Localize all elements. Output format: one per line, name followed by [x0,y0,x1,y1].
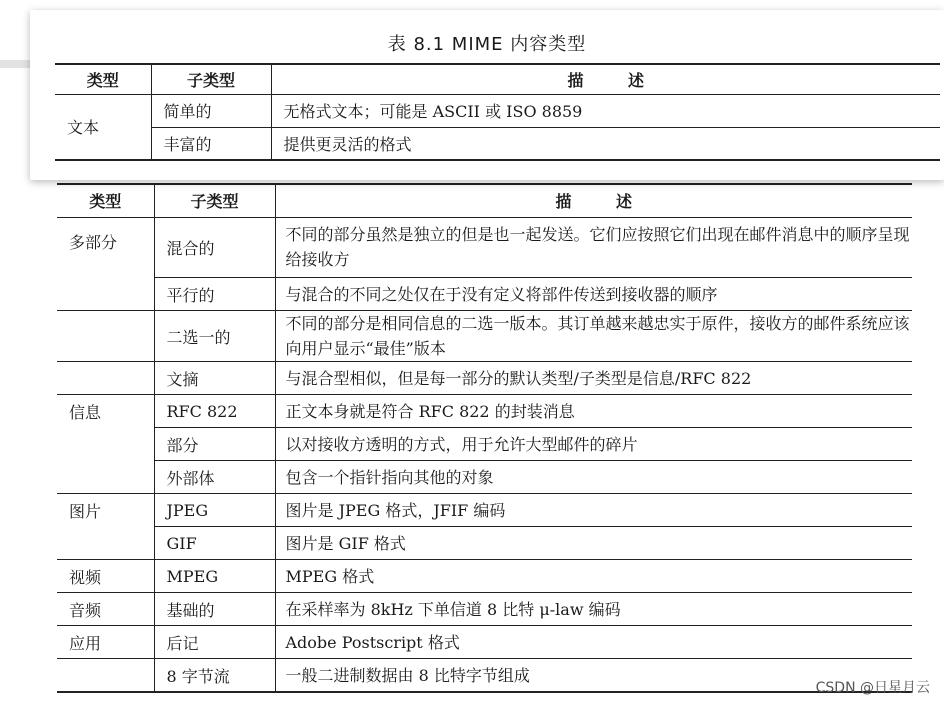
table-row [57,395,912,428]
subtype-cell: 混合的 [154,217,275,278]
table-row [57,560,912,593]
desc-cell: 与混合型相似，但是每一部分的默认类型/子类型是信息/RFC 822 [275,362,912,395]
desc-cell: 不同的部分是相同信息的二选一版本。其订单越来越忠实于原件，接收方的邮件系统应该向用户显示“最佳”版本 [275,311,912,362]
header-desc: 描 述 [275,184,912,217]
table-row [57,593,912,626]
table-row [55,127,940,160]
type-cell: 文本 [67,118,100,138]
subtype-cell: RFC 822 [154,395,275,428]
table-row [55,94,940,127]
table-row [57,494,912,527]
header-desc: 描 述 [271,64,940,94]
desc-cell: Adobe Postscript 格式 [275,626,912,659]
header-type: 类型 [57,184,154,217]
type-cell: 信息 [69,402,102,422]
type-cell [57,278,154,311]
table-row [57,428,912,461]
desc-cell: 不同的部分虽然是独立的但是也一起发送。它们应按照它们出现在邮件消息中的顺序呈现给接收方 [275,217,912,278]
desc-cell: MPEG 格式 [275,560,912,593]
type-cell: 视频 [57,560,154,593]
table-row [57,217,912,278]
table-row [57,278,912,311]
desc-cell: 图片是 JPEG 格式，JFIF 编码 [275,494,912,527]
table-row [57,527,912,560]
header-subtype: 子类型 [154,184,275,217]
header-row [57,184,912,217]
subtype-cell: 丰富的 [151,127,271,160]
table-row [57,362,912,395]
table-row [57,626,912,659]
background-bar [0,60,30,68]
subtype-cell: 文摘 [154,362,275,395]
table-caption: 表 8.1 MIME 内容类型 [387,34,587,55]
desc-cell: 一般二进制数据由 8 比特字节组成 [275,659,912,693]
preview-popup [30,10,944,180]
subtype-cell: 平行的 [154,278,275,311]
header-type: 类型 [55,64,151,94]
subtype-cell: 二选一的 [154,311,275,362]
desc-cell: 提供更灵活的格式 [271,127,940,160]
header-subtype: 子类型 [151,64,271,94]
type-cell [57,527,154,560]
subtype-cell: 8 字节流 [154,659,275,693]
type-cell: 音频 [57,593,154,626]
desc-cell: 在采样率为 8kHz 下单信道 8 比特 μ-law 编码 [275,593,912,626]
type-cell: 应用 [57,626,154,659]
type-cell: 图片 [69,501,102,521]
type-cell [57,311,154,362]
type-cell: 多部分 [69,232,118,252]
watermark: CSDN @日星月云 [815,680,930,696]
desc-cell: 正文本身就是符合 RFC 822 的封装消息 [275,395,912,428]
subtype-cell: 后记 [154,626,275,659]
table-row [57,311,912,362]
popup-table [55,63,940,161]
desc-cell: 包含一个指针指向其他的对象 [275,461,912,494]
desc-cell: 以对接收方透明的方式，用于允许大型邮件的碎片 [275,428,912,461]
table-row [57,461,912,494]
subtype-cell: 简单的 [151,94,271,127]
popup-header-row [55,64,940,94]
table-row [57,659,912,693]
subtype-cell: JPEG [154,494,275,527]
mime-table [57,183,912,693]
subtype-cell: 外部体 [154,461,275,494]
subtype-cell: GIF [154,527,275,560]
subtype-cell: 部分 [154,428,275,461]
subtype-cell: MPEG [154,560,275,593]
type-cell [57,362,154,395]
subtype-cell: 基础的 [154,593,275,626]
desc-cell: 与混合的不同之处仅在于没有定义将部件传送到接收器的顺序 [275,278,912,311]
desc-cell: 无格式文本；可能是 ASCII 或 ISO 8859 [271,94,940,127]
desc-cell: 图片是 GIF 格式 [275,527,912,560]
type-cell [57,461,154,494]
type-cell [57,428,154,461]
type-cell [57,659,154,693]
